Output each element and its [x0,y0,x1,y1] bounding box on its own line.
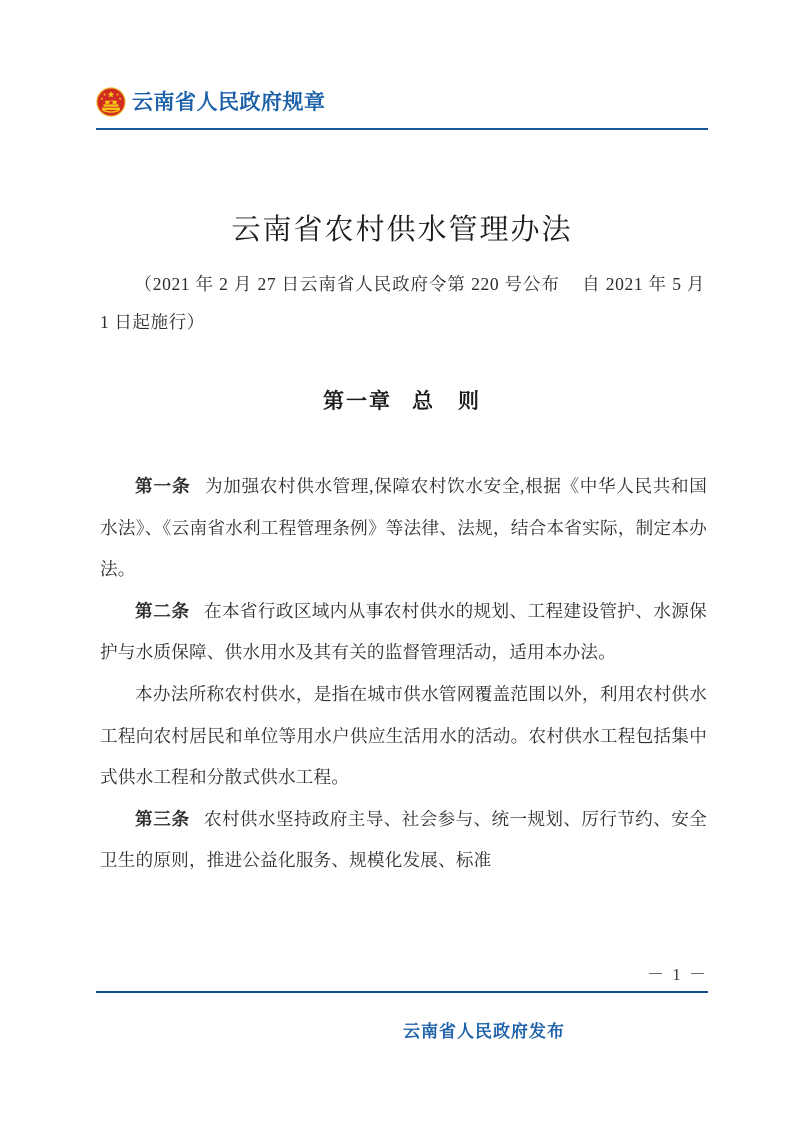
footer-publisher-text: 云南省人民政府发布 [403,1022,565,1041]
document-body [100,466,707,882]
promulgation-line-2: 自 2021 年 5 月 1 日起施行） [100,274,705,332]
chapter-heading [96,385,708,415]
china-national-emblem-icon [96,87,126,117]
article-1-label: 第一条 [135,476,191,496]
article-2-paragraph-2 [100,674,707,799]
article-3-label: 第三条 [135,808,190,829]
article-1-text: 为加强农村供水管理,保障农村饮水安全,根据《中华人民共和国水法》、《云南省水利工程管理条例》等法律、法规，结合本省实际，制定本办法。 [100,476,707,580]
article-2-paragraph [100,591,707,674]
footer-divider [96,991,708,993]
header-divider [96,128,708,130]
chapter-name: 总 则 [412,390,481,413]
promulgation-note [100,265,705,341]
chapter-number: 第一章 [323,390,392,413]
promulgation-line-1: （2021 年 2 月 27 日云南省人民政府令第 220 号公布 [134,274,560,294]
article-3-paragraph [100,799,707,882]
header-title: 云南省人民政府规章 [132,90,326,114]
article-2-text: 在本省行政区域内从事农村供水的规划、工程建设管护、水源保护与水质保障、供水用水及其有关的监督管理活动，适用本办法。 [100,600,707,663]
footer-publisher [96,1017,708,1042]
page-title: 云南省农村供水管理办法 [231,214,573,246]
article-3-text: 农村供水坚持政府主导、社会参与、统一规划、厉行节约、安全卫生的原则，推进公益化服务、规模化发展、标准 [100,808,707,871]
article-1-paragraph [100,466,707,591]
document-header [96,78,708,126]
article-2-label: 第二条 [135,600,190,621]
page-number: － 1 － [647,965,708,984]
article-2-paragraph-2-text: 本办法所称农村供水，是指在城市供水管网覆盖范围以外，利用农村供水工程向农村居民和单位等用水户供应生活用水的活动。农村供水工程包括集中式供水工程和分散式供水工程。 [100,683,707,788]
